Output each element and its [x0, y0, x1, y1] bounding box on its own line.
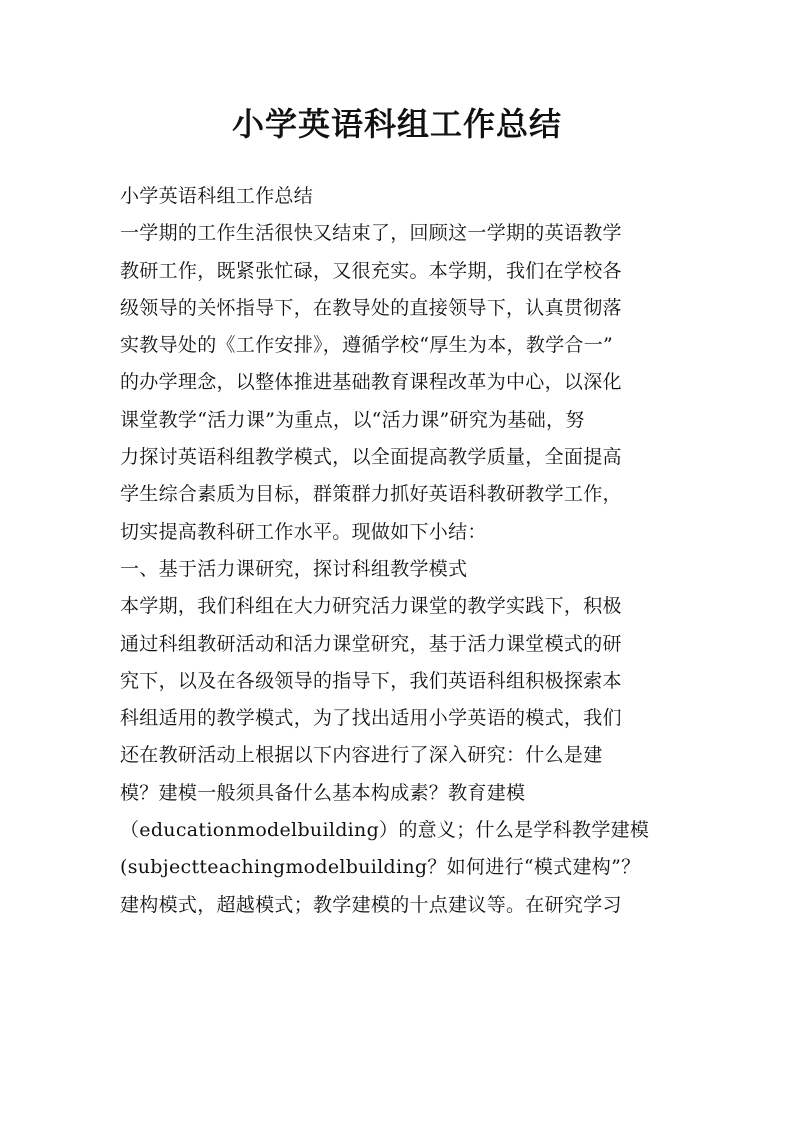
body-line: 究下，以及在各级领导的指导下，我们英语科组积极探索本: [120, 669, 622, 692]
body-line: (subjectteachingmodelbuilding？如何进行“模式建构”？: [120, 856, 641, 879]
body-line: 还在教研活动上根据以下内容进行了深入研究：什么是建: [120, 744, 603, 767]
body-line: 模？建模一般须具备什么基本构成素？教育建模: [120, 781, 526, 804]
body-line: 级领导的关怀指导下，在教导处的直接领导下，认真贯彻落: [120, 296, 622, 319]
section-heading: 一、基于活力课研究，探讨科组教学模式: [120, 557, 468, 580]
body-line: 通过科组教研活动和活力课堂研究，基于活力课堂模式的研: [120, 632, 622, 655]
body-line: 科组适用的教学模式，为了找出适用小学英语的模式，我们: [120, 707, 622, 730]
body-line: 切实提高教科研工作水平。现做如下小结：: [120, 520, 487, 543]
body-line: 学生综合素质为目标，群策群力抓好英语科教研教学工作，: [120, 483, 622, 506]
body-line: 一学期的工作生活很快又结束了，回顾这一学期的英语教学: [120, 222, 622, 245]
body-line: 建构模式，超越模式；教学建模的十点建议等。在研究学习: [120, 893, 622, 916]
body-line: 本学期，我们科组在大力研究活力课堂的教学实践下，积极: [120, 595, 622, 618]
body-line: 力探讨英语科组教学模式，以全面提高教学质量，全面提高: [120, 446, 622, 469]
body-line: 实教导处的《工作安排》，遵循学校“厚生为本，教学合一”: [120, 334, 614, 357]
document-body: [120, 178, 688, 924]
body-line: 教研工作，既紧张忙碌，又很充实。本学期，我们在学校各: [120, 259, 622, 282]
body-line: 的办学理念，以整体推进基础教育课程改革为中心，以深化: [120, 371, 622, 394]
body-line: 课堂教学“活力课”为重点，以“活力课”研究为基础，努: [120, 408, 585, 431]
body-line: （educationmodelbuilding）的意义；什么是学科教学建模: [120, 819, 650, 842]
body-line: 小学英语科组工作总结: [120, 185, 314, 207]
document-title: 小学英语科组工作总结: [231, 105, 562, 143]
